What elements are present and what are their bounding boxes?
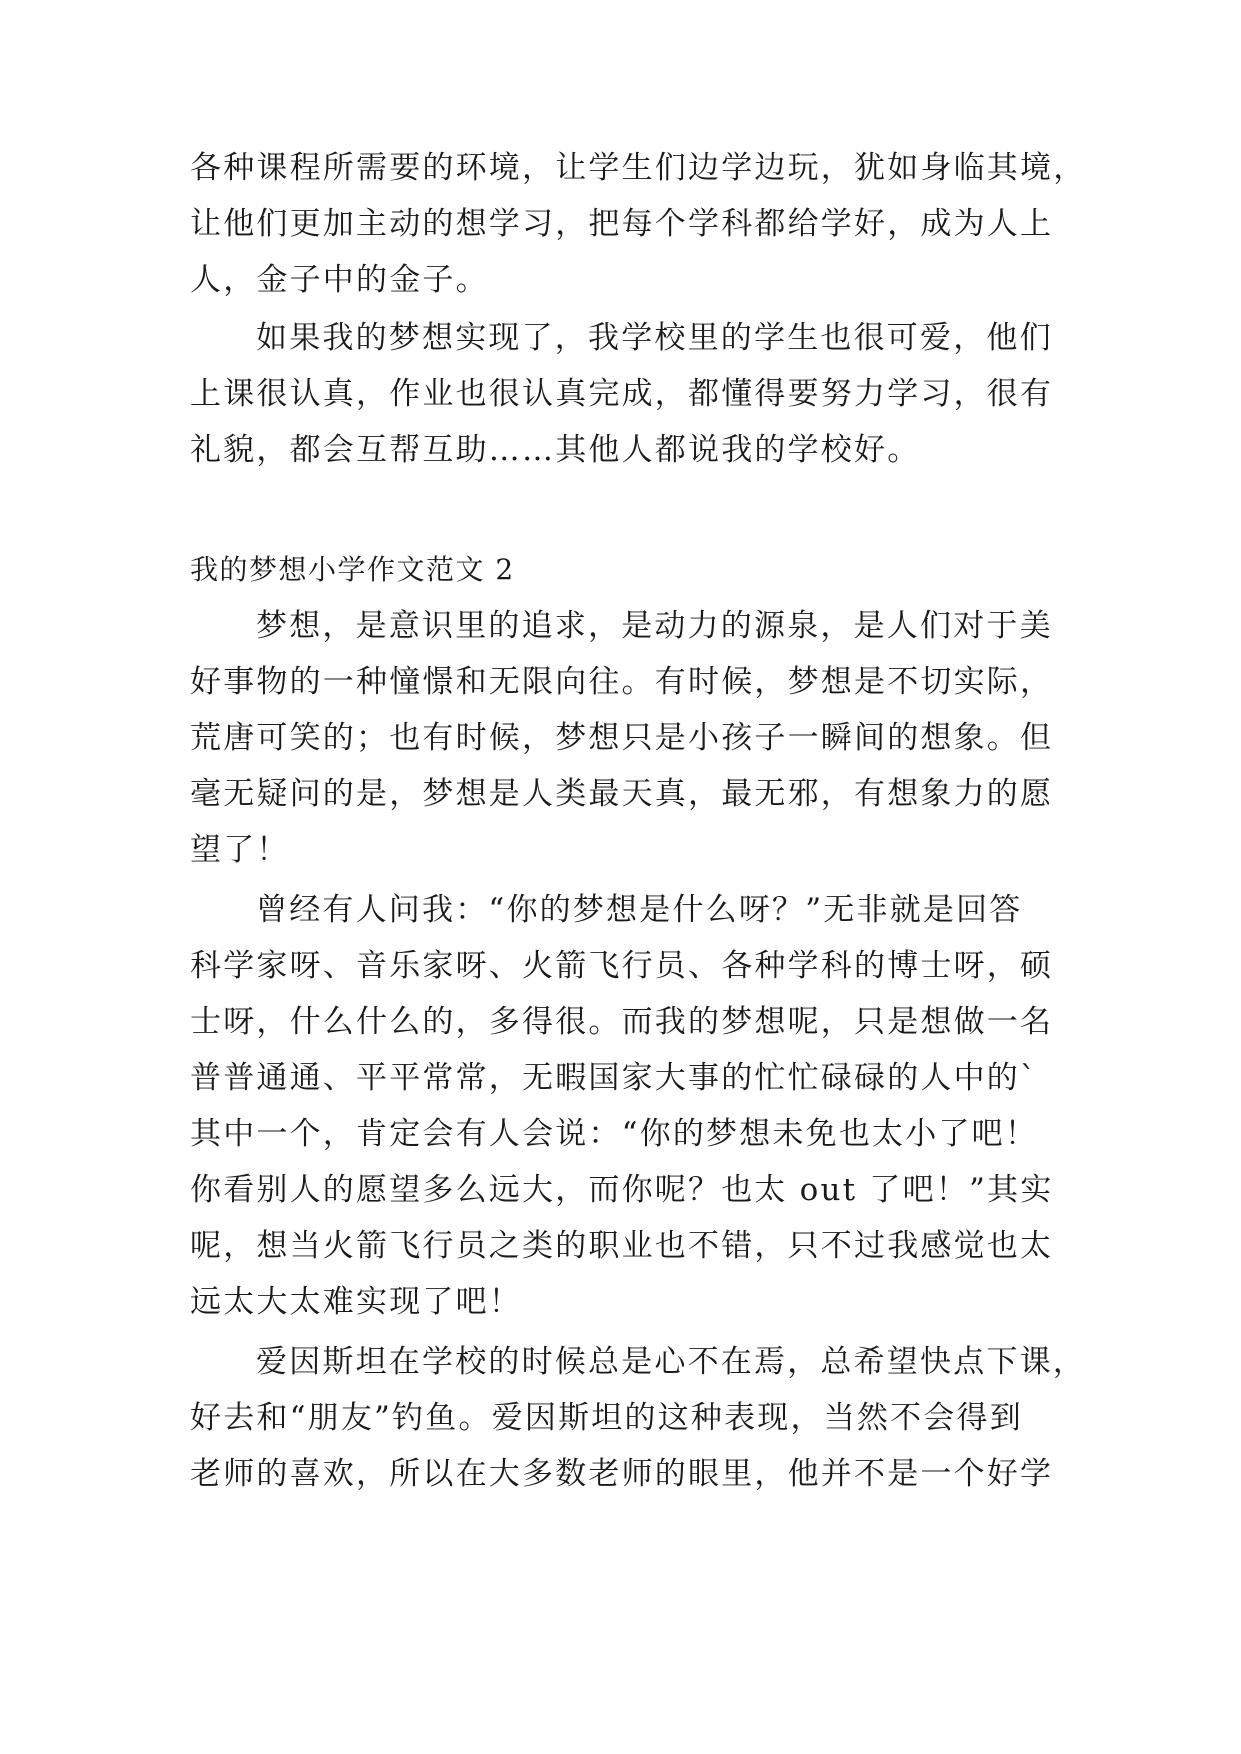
paragraph-d-line-2: 科学家呀、音乐家呀、火箭飞行员、各种学科的博士呀，硕 [190, 948, 1054, 984]
paragraph-c-line-5: 望了！ [190, 832, 290, 868]
paragraph-c-line-1: 梦想，是意识里的追求，是动力的源泉，是人们对于美 [256, 608, 1053, 644]
paragraph-d-line-3: 士呀，什么什么的，多得很。而我的梦想呢，只是想做一名 [190, 1004, 1054, 1040]
paragraph-b-line-3: 礼貌，都会互帮互助……其他人都说我的学校好。 [190, 432, 921, 468]
paragraph-d-line-8: 远太大太难实现了吧！ [190, 1284, 522, 1320]
paragraph-e-line-1: 爱因斯坦在学校的时候总是心不在焉，总希望快点下课， [256, 1344, 1086, 1380]
paragraph-e-line-3: 老师的喜欢，所以在大多数老师的眼里，他并不是一个好学 [190, 1456, 1054, 1492]
paragraph-a-line-3: 人，金子中的金子。 [190, 262, 489, 298]
paragraph-a-line-2: 让他们更加主动的想学习，把每个学科都给学好，成为人上 [190, 206, 1054, 242]
paragraph-b-line-2: 上课很认真，作业也很认真完成，都懂得要努力学习，很有 [190, 376, 1054, 412]
paragraph-b-line-1: 如果我的梦想实现了，我学校里的学生也很可爱，他们 [256, 320, 1053, 356]
paragraph-d-line-6: 你看别人的愿望多么远大，而你呢？也太 out 了吧！”其实 [190, 1172, 1054, 1208]
paragraph-c-line-4: 毫无疑问的是，梦想是人类最天真，最无邪，有想象力的愿 [190, 776, 1054, 812]
paragraph-d-line-5: 其中一个，肯定会有人会说：“你的梦想未免也太小了吧！ [190, 1116, 1039, 1152]
paragraph-e-line-2: 好去和“朋友”钓鱼。爱因斯坦的这种表现，当然不会得到 [190, 1400, 1023, 1436]
paragraph-a-line-1: 各种课程所需要的环境，让学生们边学边玩，犹如身临其境， [190, 150, 1087, 186]
paragraph-d-line-7: 呢，想当火箭飞行员之类的职业也不错，只不过我感觉也太 [190, 1228, 1054, 1264]
paragraph-d-line-1: 曾经有人问我：“你的梦想是什么呀？”无非就是回答 [256, 892, 1023, 928]
paragraph-c-line-2: 好事物的一种憧憬和无限向往。有时候，梦想是不切实际， [190, 664, 1054, 700]
section-title: 我的梦想小学作文范文 2 [190, 553, 515, 586]
paragraph-d-line-4: 普普通通、平平常常，无暇国家大事的忙忙碌碌的人中的` [190, 1060, 1038, 1096]
paragraph-c-line-3: 荒唐可笑的；也有时候，梦想只是小孩子一瞬间的想象。但 [190, 720, 1054, 756]
